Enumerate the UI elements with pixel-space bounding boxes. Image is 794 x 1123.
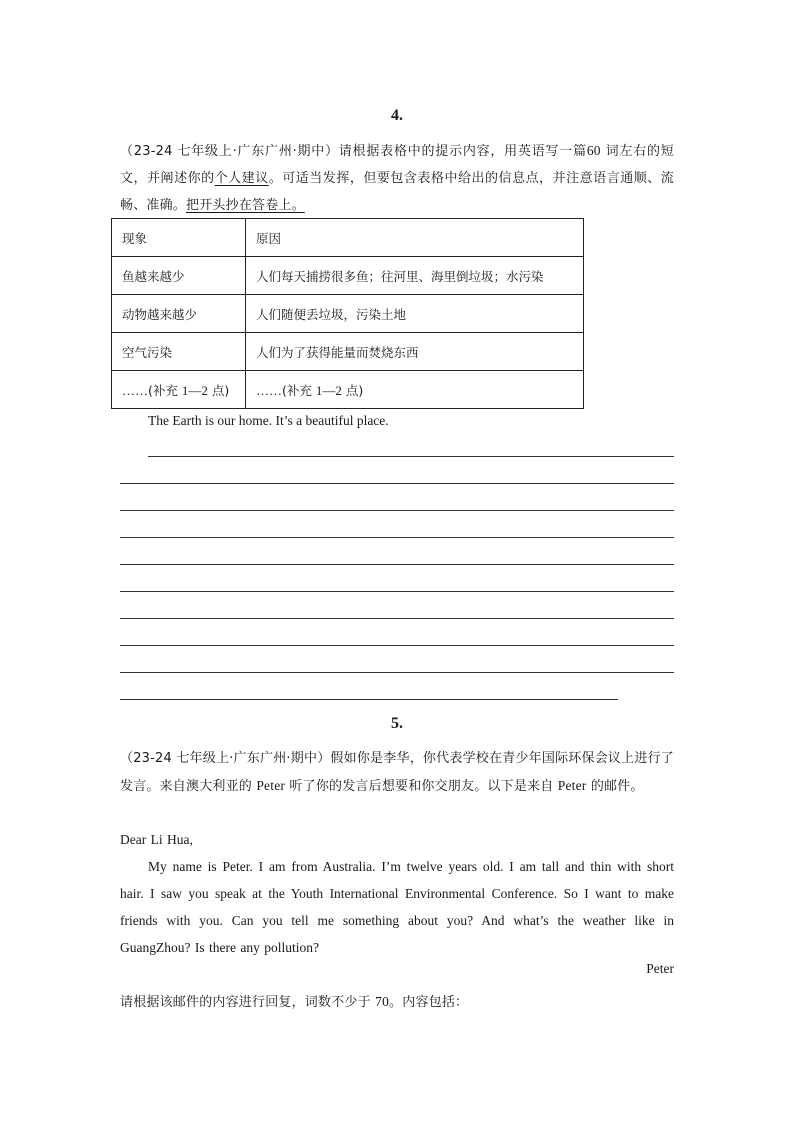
letter-body: My name is Peter. I am from Australia. I’m twelve years old. I am tall and thin with short hair. I saw you speak at the Youth International Environmental Conference. So I want to make friends with you. Can you tell me something about you? And what’s the weather like in GuangZhou? Is there any pollution? [120,859,674,955]
essay-opening-sentence: The Earth is our home. It’s a beautiful place. [148,413,389,428]
q4-intro-part3: 。可适当发挥，但要包含表格中给出的信息点，并注意语言通顺、流畅、准确。 [120,171,674,213]
table-cell: 人们为了获得能量而焚烧东西 [246,333,584,371]
writing-line[interactable] [120,645,674,646]
q5-intro-part3: 的邮件。 [586,779,644,794]
writing-line[interactable] [120,618,674,619]
writing-line[interactable] [120,510,674,511]
letter-greeting: Dear Li Hua, [120,832,193,847]
table-cell: 人们每天捕捞很多鱼；往河里、海里倒垃圾；水污染 [246,257,584,295]
question-5-reply-instruction: 请根据该邮件的内容进行回复，词数不少于 70。内容包括： [120,994,469,1010]
q5-intro-part1: （23-24 七年级上·广东广州·期中）假如你是李华，你代表学校在青少年国际环保会议上进行了发言。来自澳大利亚的 [120,751,674,794]
q4-underlined-advice: 个人建议 [214,171,269,186]
q5-word-count: 70 [375,994,390,1009]
table-cell-supplement: ……(补充 1—2 点) [246,371,584,409]
table-cell: 空气污染 [112,333,246,371]
letter-signature: Peter [646,961,674,976]
question-5-number: 5. [391,715,403,732]
q5-intro-part2: 听了你的发言后想要和你交朋友。以下是来自 [285,779,558,794]
writing-line[interactable] [120,672,674,673]
table-header-row [112,219,584,257]
question-5-instructions [120,745,674,800]
question-4-number: 4. [391,107,403,124]
q5-name-peter: Peter [256,778,286,793]
table-row [112,295,584,333]
table-cell: 人们随便丢垃圾，污染土地 [246,295,584,333]
table-cell: 鱼越来越少 [112,257,246,295]
q4-intro-part1: （23-24 七年级上·广东广州·期中）请根据表格中的提示内容，用英语写一篇 [120,144,587,159]
table-cell: 动物越来越少 [112,295,246,333]
table-header-cell: 现象 [112,219,246,257]
table-row [112,371,584,409]
writing-line[interactable] [148,456,674,457]
q4-intro-part2: 词左右的短文，并阐述你的 [120,144,674,186]
writing-line[interactable] [120,564,674,565]
q4-word-count: 60 [586,143,601,158]
table-row [112,257,584,295]
q4-underlined-copy-note: 把开头抄在答卷上。 [186,198,305,213]
phenomenon-cause-table [111,218,584,409]
writing-line[interactable] [120,699,618,700]
question-4-instructions [120,137,674,219]
writing-line[interactable] [120,591,674,592]
table-header-cell: 原因 [246,219,584,257]
table-cell-supplement: ……(补充 1—2 点) [112,371,246,409]
writing-line[interactable] [120,483,674,484]
writing-line[interactable] [120,537,674,538]
table-row [112,333,584,371]
q5-name-peter: Peter [557,778,587,793]
